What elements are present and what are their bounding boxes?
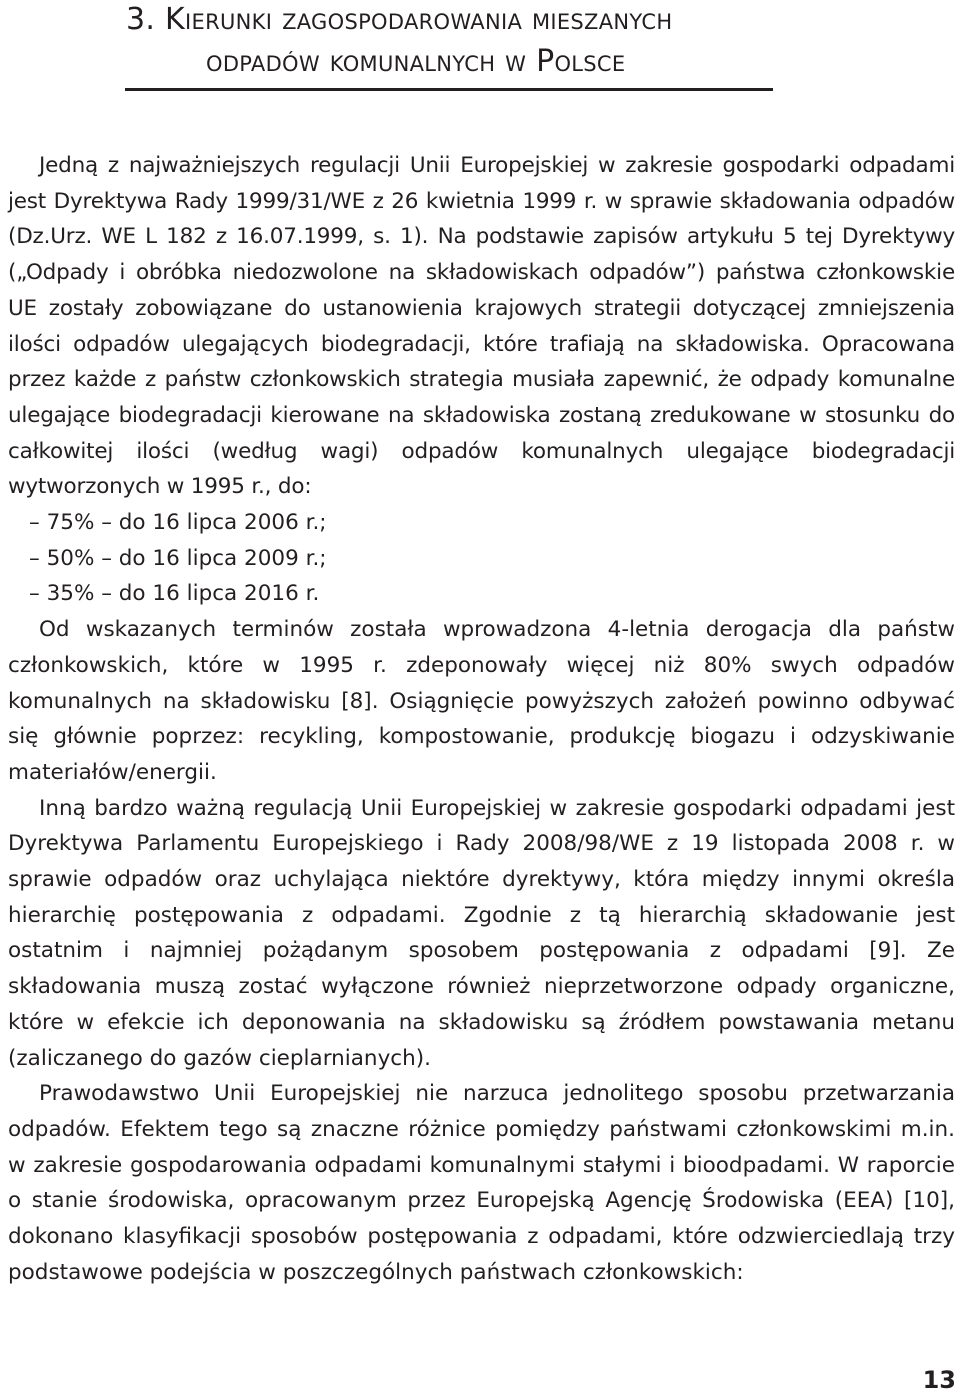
list-item: – 75% – do 16 lipca 2006 r.;: [29, 510, 327, 536]
paragraph-eu-legislation: Prawodawstwo Unii Europejskiej nie narzuca jednolitego sposobu przetwarzania odpadów. Efektem tego są znaczne różnice pomiędzy państwami członkowskimi m.in. w zakresie gospodarowania odpadami komunalnymi stałymi i bioodpadami. W raporcie o stanie środowiska, opracowanym przez Europejską Agencję Środowiska (EEA) [10], dokonano klasyfikacji sposobów postępowania z odpadami, które odzwierciedlają trzy podstawowe podejścia w poszczególnych państwach członkowskich:: [8, 1081, 955, 1285]
chapter-title-line-1: 3. Kierunki zagospodarowania mieszanych: [126, 2, 673, 37]
reduction-targets-list: [8, 505, 955, 612]
chapter-title-line-2: odpadów komunalnych w Polsce: [206, 44, 626, 79]
paragraph-directive-2008: Inną bardzo ważną regulacją Unii Europejskiej w zakresie gospodarki odpadami jest Dyrektywa Parlamentu Europejskiego i Rady 2008/98/WE z 19 listopada 2008 r. w sprawie odpadów oraz uchylająca niektóre dyrektywy, która między innymi określa hierarchię postępowania z odpadami. Zgodnie z tą hierarchią składowanie jest ostatnim i najmniej pożądanym sposobem postępowania z odpadami [9]. Ze składowania muszą zostać wyłączone również nieprzetworzone odpady organiczne, które w efekcie ich deponowania na składowisku są źródłem powstawania metanu (zaliczanego do gazów cieplarnianych).: [8, 795, 955, 1071]
paragraph-derogation: Od wskazanych terminów została wprowadzona 4-letnia derogacja dla państw członkowskich, które w 1995 r. zdeponowały więcej niż 80% swych odpadów komunalnych na składowisku [8]. Osiągnięcie powyższych założeń powinno odbywać się głównie poprzez: recykling, kompostowanie, produkcję biogazu i odzyskiwanie materiałów/energii.: [8, 617, 955, 785]
page-number: 13: [922, 1366, 956, 1394]
list-item: – 50% – do 16 lipca 2009 r.;: [29, 545, 327, 571]
body-text: [8, 148, 955, 1291]
paragraph-directive-1999: Jedną z najważniejszych regulacji Unii Europejskiej w zakresie gospodarki odpadami jest Dyrektywa Rady 1999/31/WE z 26 kwietnia 1999 r. w sprawie składowania odpadów (Dz.Urz. WE L 182 z 16.07.1999, s. 1). Na podstawie zapisów artykułu 5 tej Dyrektywy („Odpady i obróbka niedozwolone na składowiskach odpadów”) państwa członkowskie UE zostały zobowiązane do ustanowienia krajowych strategii dotyczącej zmniejszenia ilości odpadów ulegających biodegradacji, które trafiają na składowiska. Opracowana przez każde z państw członkowskich strategia musiała zapewnić, że odpady komunalne ulegające biodegradacji kierowane na składowiska zostaną zredukowane w stosunku do całkowitej ilości (według wagi) odpadów komunalnych ulegające biodegradacji wytworzonych w 1995 r., do:: [8, 153, 955, 500]
list-item: – 35% – do 16 lipca 2016 r.: [29, 581, 320, 607]
heading-underline: [125, 88, 773, 91]
